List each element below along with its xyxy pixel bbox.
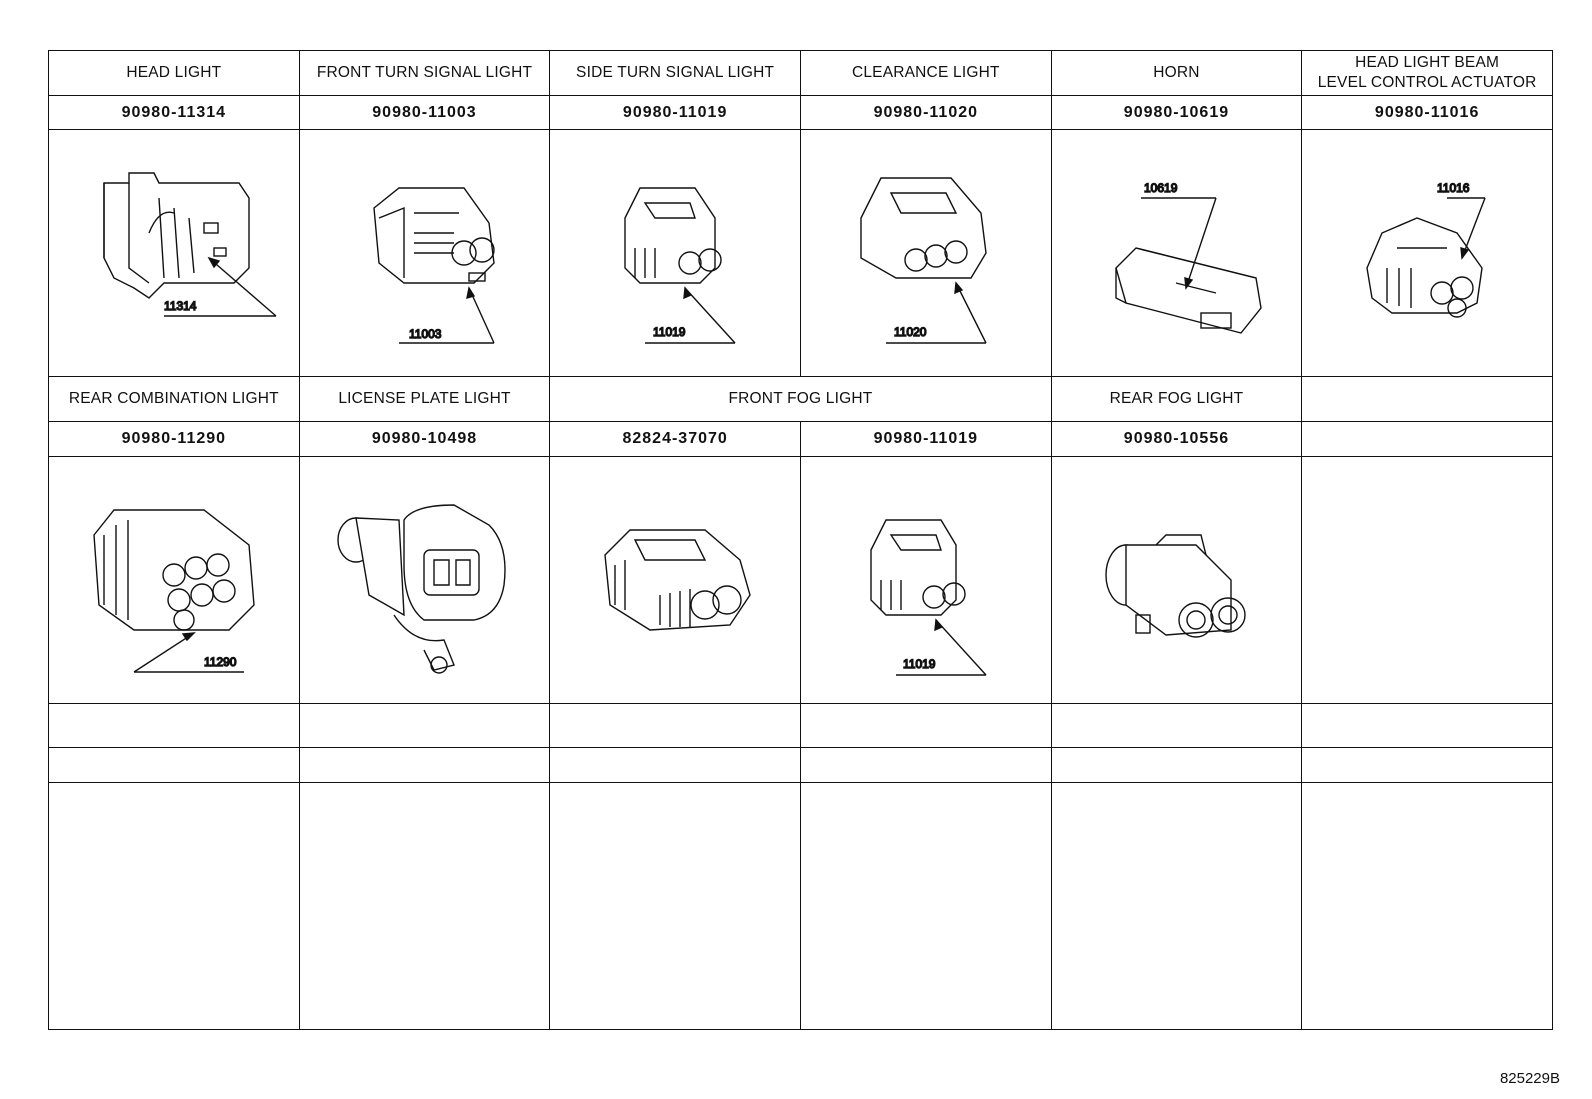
empty-cell <box>49 748 300 783</box>
part-number: 90980-11020 <box>800 95 1051 130</box>
header-license-plate-light: LICENSE PLATE LIGHT <box>299 377 550 422</box>
callout-label: 11016 <box>1437 181 1470 196</box>
empty-cell <box>1051 782 1302 1029</box>
header-horn: HORN <box>1051 51 1302 96</box>
connector-illustration-11290 <box>49 456 300 703</box>
connector-illustration-11020 <box>800 130 1051 377</box>
empty-cell <box>800 748 1051 783</box>
empty-cell <box>1302 748 1553 783</box>
empty-cell <box>550 703 801 748</box>
connector-illustration-10556 <box>1051 456 1302 703</box>
empty-cell <box>800 782 1051 1029</box>
header-head-light-beam-level-control-actuator: HEAD LIGHT BEAM LEVEL CONTROL ACTUATOR <box>1302 51 1553 96</box>
callout-label: 11019 <box>902 656 936 671</box>
header-front-fog-light: FRONT FOG LIGHT <box>550 377 1051 422</box>
part-number: 90980-10619 <box>1051 95 1302 130</box>
empty-cell <box>1051 748 1302 783</box>
part-number: 90980-11290 <box>49 422 300 457</box>
empty-cell <box>49 782 300 1029</box>
part-number: 90980-11016 <box>1302 95 1553 130</box>
connector-illustration-11314 <box>49 130 300 377</box>
empty-cell <box>550 748 801 783</box>
header-side-turn-signal-light: SIDE TURN SIGNAL LIGHT <box>550 51 801 96</box>
callout-label: 11290 <box>203 654 237 669</box>
connector-illustration-82824-37070 <box>550 456 801 703</box>
connector-illustration-10619 <box>1051 130 1302 377</box>
header-rear-combination-light: REAR COMBINATION LIGHT <box>49 377 300 422</box>
empty-cell <box>800 703 1051 748</box>
connector-illustration-11003 <box>299 130 550 377</box>
header-head-light: HEAD LIGHT <box>49 51 300 96</box>
empty-cell <box>550 782 801 1029</box>
empty-cell <box>299 782 550 1029</box>
part-number: 90980-11019 <box>550 95 801 130</box>
empty-cell <box>1302 422 1553 457</box>
header-front-turn-signal-light: FRONT TURN SIGNAL LIGHT <box>299 51 550 96</box>
header-clearance-light: CLEARANCE LIGHT <box>800 51 1051 96</box>
callout-label: 11314 <box>163 299 197 314</box>
connector-table <box>48 50 1553 1030</box>
callout-label: 10619 <box>1144 181 1178 196</box>
connector-illustration-11016 <box>1302 130 1553 377</box>
connector-illustration-11019 <box>550 130 801 377</box>
part-number: 90980-11003 <box>299 95 550 130</box>
empty-cell <box>1302 377 1553 422</box>
empty-cell <box>299 703 550 748</box>
empty-cell <box>1051 703 1302 748</box>
callout-label: 11003 <box>409 327 442 342</box>
part-number: 82824-37070 <box>550 422 801 457</box>
part-number: 90980-11019 <box>800 422 1051 457</box>
connector-illustration-10498 <box>299 456 550 703</box>
part-number: 90980-10498 <box>299 422 550 457</box>
part-number: 90980-10556 <box>1051 422 1302 457</box>
part-number: 90980-11314 <box>49 95 300 130</box>
diagram-reference-number: 825229B <box>1499 1070 1560 1087</box>
callout-label: 11019 <box>653 325 686 340</box>
empty-cell <box>299 748 550 783</box>
empty-cell <box>1302 703 1553 748</box>
empty-cell <box>49 703 300 748</box>
empty-cell <box>1302 782 1553 1029</box>
header-rear-fog-light: REAR FOG LIGHT <box>1051 377 1302 422</box>
connector-illustration-11019-fog <box>800 456 1051 703</box>
empty-cell <box>1302 456 1553 703</box>
callout-label: 11020 <box>893 325 927 340</box>
